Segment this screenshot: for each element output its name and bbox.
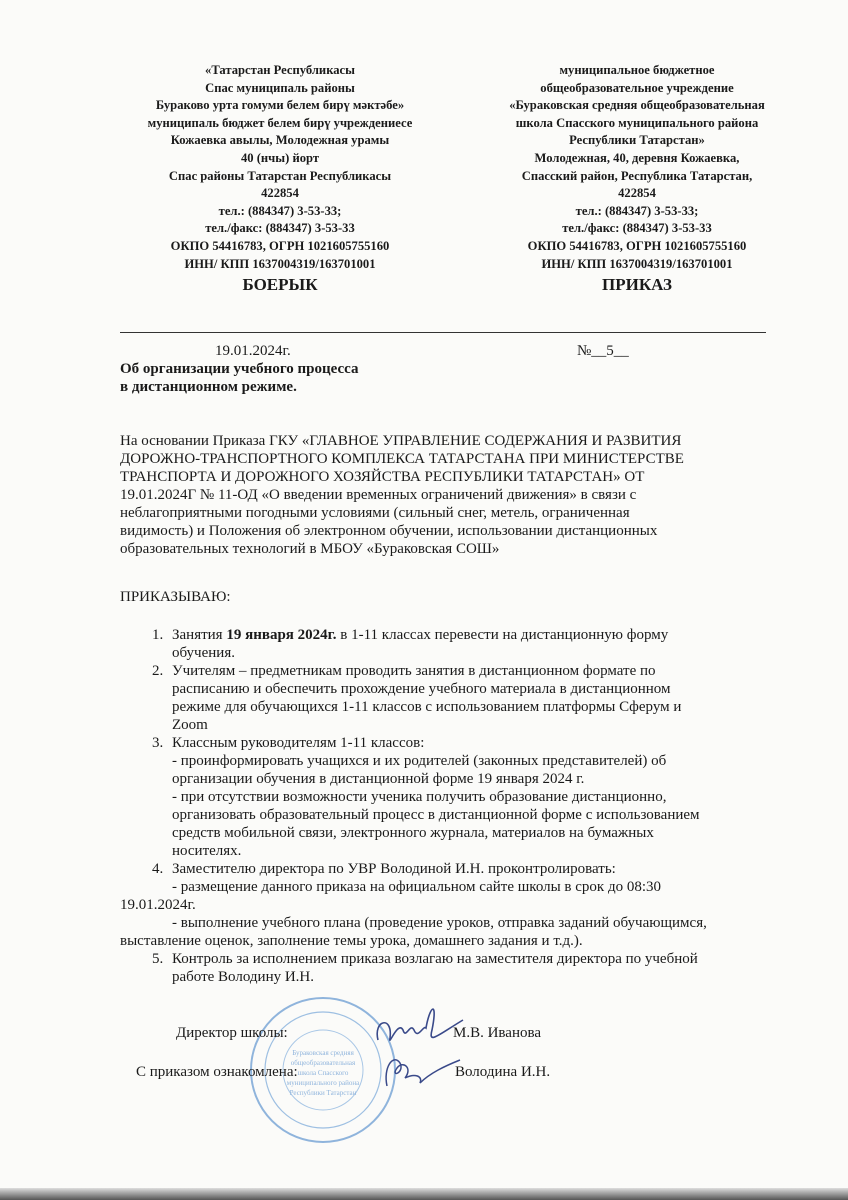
director-label: Директор школы: <box>176 1025 288 1041</box>
svg-text:школа Спасского: школа Спасского <box>297 1069 349 1077</box>
item-line: - выполнение учебного плана (проведение уроков, отправка заданий обучающимся, <box>172 915 707 931</box>
item-line: работе Володину И.Н. <box>172 969 315 985</box>
director-name: М.В. Иванова <box>453 1025 542 1041</box>
item-first-line: Контроль за исполнением приказа возлагаю на заместителя директора по учебной <box>172 951 698 967</box>
header-line: 422854 <box>261 186 299 201</box>
preamble-line: неблагоприятными погодными условиями (сильный снег, метель, ограниченная <box>120 505 630 521</box>
header-line: ОКПО 54416783, ОГРН 1021605755160 <box>527 238 747 253</box>
svg-text:общеобразовательная: общеобразовательная <box>290 1059 356 1067</box>
preamble-line: 19.01.2024Г № 11-ОД «О введении временных ограничений движения» в связи с <box>120 487 637 503</box>
list-item <box>120 860 780 896</box>
preamble-line: ТРАНСПОРТА И ДОРОЖНОГО ХОЗЯЙСТВА РЕСПУБЛИКИ ТАТАРСТАН» ОТ <box>120 469 645 485</box>
header-line: ИНН/ КПП 1637004319/163701001 <box>184 256 376 271</box>
header-line: тел.: (884347) 3-53-33; <box>575 203 699 218</box>
item-first-line <box>172 626 780 644</box>
preamble <box>120 432 776 558</box>
order-word: ПРИКАЗЫВАЮ: <box>120 589 231 605</box>
header-left <box>120 62 440 296</box>
item-line: организовать образовательный процесс в дистанционной форме с использованием <box>172 807 700 823</box>
list-item <box>120 662 780 734</box>
header-line: Спас районы Татарстан Республикасы <box>168 168 392 183</box>
document-type-title: БОЕРЫК <box>242 275 318 295</box>
divider <box>120 332 766 333</box>
item-line: обучения. <box>172 645 235 661</box>
item-line: расписанию и обеспечить прохождение учебного материала в дистанционном <box>172 681 671 697</box>
item-number: 1. <box>152 627 164 643</box>
svg-text:Бураковская средняя: Бураковская средняя <box>292 1049 354 1057</box>
header-line: «Бураковская средняя общеобразовательная <box>509 98 765 113</box>
svg-text:муниципального района: муниципального района <box>286 1079 360 1087</box>
ack-signature <box>375 1048 465 1093</box>
svg-text:Республики Татарстан: Республики Татарстан <box>289 1089 357 1097</box>
item-line: организации обучения в дистанционной форме 19 января 2024 г. <box>172 771 585 787</box>
header-line: школа Спасского муниципального района <box>515 115 759 130</box>
item-line: Zoom <box>172 717 208 733</box>
document-type-title: ПРИКАЗ <box>602 275 672 295</box>
header-line: Бураково урта гомуми белем бирү мәктәбе» <box>155 98 405 113</box>
preamble-line: видимость) и Положения об электронном обучении, использовании дистанционных <box>120 523 658 539</box>
order-items <box>120 626 780 986</box>
item-text: в 1-11 классах перевести на дистанционную форму <box>336 627 669 643</box>
header-line: ИНН/ КПП 1637004319/163701001 <box>541 256 733 271</box>
preamble-line: образовательных технологий в МБОУ «Бураковская СОШ» <box>120 541 500 557</box>
order-date: 19.01.2024г. <box>215 343 291 359</box>
header-line: общеобразовательное учреждение <box>540 80 734 95</box>
ack-name: Володина И.Н. <box>455 1064 551 1080</box>
item-first-line: Классным руководителям 1-11 классов: <box>172 735 425 751</box>
header-line: тел./факс: (884347) 3-53-33 <box>562 221 712 236</box>
header-line: муниципаль бюджет белем бирү учреждениесе <box>147 115 413 130</box>
header-line: тел./факс: (884347) 3-53-33 <box>205 221 355 236</box>
item-date: 19 января 2024г. <box>226 627 337 643</box>
item-line: - при отсутствии возможности ученика получить образование дистанционно, <box>172 789 667 805</box>
item-line: режиме для обучающихся 1-11 классов с использованием платформы Сферум и <box>172 699 682 715</box>
header-line: Спасский район, Республика Татарстан, <box>521 168 753 183</box>
header-line: ОКПО 54416783, ОГРН 1021605755160 <box>170 238 390 253</box>
item-line: - проинформировать учащихся и их родителей (законных представителей) об <box>172 753 667 769</box>
header-line: Молодежная, 40, деревня Кожаевка, <box>534 150 740 165</box>
list-item <box>120 950 780 986</box>
scan-edge <box>0 1188 848 1200</box>
header-line: тел.: (884347) 3-53-33; <box>218 203 342 218</box>
item-line: носителях. <box>172 843 242 859</box>
item-first-line: Заместителю директора по УВР Володиной И.Н. проконтролировать: <box>172 861 616 877</box>
item-line: - размещение данного приказа на официальном сайте школы в срок до 08:30 <box>172 879 662 895</box>
ack-label: С приказом ознакомлена: <box>136 1064 298 1080</box>
list-item <box>120 626 780 662</box>
header-line: 40 (нчы) йорт <box>240 150 320 165</box>
preamble-line: ДОРОЖНО-ТРАНСПОРТНОГО КОМПЛЕКСА ТАТАРСТАНА ПРИ МИНИСТЕРСТВЕ <box>120 451 684 467</box>
item-number: 3. <box>152 735 164 751</box>
director-signature <box>368 1000 468 1055</box>
header-line: муниципальное бюджетное <box>559 63 715 77</box>
item-first-line: Учителям – предметникам проводить занятия в дистанционном формате по <box>172 663 656 679</box>
item-line: средств мобильной связи, электронного журнала, материалов на бумажных <box>172 825 654 841</box>
item-line: 19.01.2024г. <box>120 897 196 913</box>
item-number: 4. <box>152 861 164 877</box>
list-item <box>120 734 780 860</box>
item-number: 2. <box>152 663 164 679</box>
header-line: Кожаевка авылы, Молодежная урамы <box>170 133 390 148</box>
header-line: Республики Татарстан» <box>569 133 705 148</box>
header-line: 422854 <box>618 186 656 201</box>
order-subject: Об организации учебного процесса в дистанционном режиме. <box>120 361 359 395</box>
preamble-line: На основании Приказа ГКУ «ГЛАВНОЕ УПРАВЛЕНИЕ СОДЕРЖАНИЯ И РАЗВИТИЯ <box>120 433 682 449</box>
header-line: Спас муниципаль районы <box>205 80 355 95</box>
header-line: «Татарстан Республикасы <box>205 63 355 77</box>
header-right <box>462 62 812 296</box>
order-number: №__5__ <box>577 343 629 359</box>
item-line: выставление оценок, заполнение темы урока, домашнего задания и т.д.). <box>120 933 583 949</box>
item-number: 5. <box>152 951 164 967</box>
item-text: Занятия <box>172 627 227 643</box>
